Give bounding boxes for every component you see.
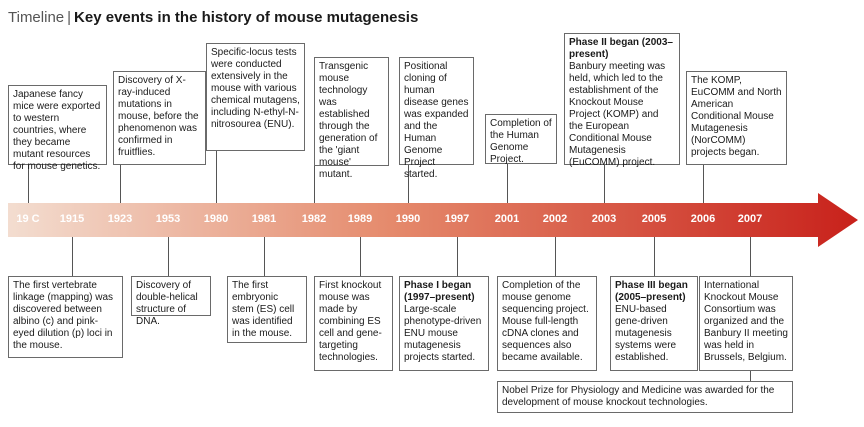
- event-text: Specific-locus tests were conducted extensively in the mouse with various chemical mutagens, including N-ethyl-N-nitrosourea (ENU).: [211, 47, 300, 130]
- event-1982: [314, 57, 389, 180]
- event-text: The first embryonic stem (ES) cell was identified in the mouse.: [232, 280, 295, 339]
- year-label: 2007: [737, 213, 763, 225]
- title-main: Key events in the history of mouse mutagenesis: [74, 9, 419, 26]
- year-label: 2001: [494, 213, 520, 225]
- event-19c: [8, 85, 107, 172]
- event-text: Completion of the Human Genome Project.: [490, 118, 552, 165]
- event-2001: [485, 114, 557, 164]
- connector-line: [360, 237, 361, 276]
- event-2007: [699, 276, 793, 371]
- event-2006: [686, 71, 787, 165]
- event-heading: Phase III began (2005–present): [615, 280, 688, 303]
- year-label: 1981: [251, 213, 277, 225]
- event-text: Japanese fancy mice were exported to western countries, where they became mutant resources for mouse genetics.: [13, 89, 101, 172]
- connector-line: [72, 237, 73, 276]
- year-label: 1997: [444, 213, 470, 225]
- year-label: 1990: [395, 213, 421, 225]
- event-1989: [314, 276, 393, 371]
- event-text: International Knockout Mouse Consortium was organized and the Banbury II meeting was held in Brussels, Belgium.: [704, 280, 788, 363]
- event-2003: [564, 33, 680, 168]
- year-label: 1980: [203, 213, 229, 225]
- event-heading: Phase II began (2003–present): [569, 37, 673, 60]
- event-2005: [610, 276, 698, 371]
- event-text: The KOMP, EuCOMM and North American Conditional Mouse Mutagenesis (NorCOMM) projects began.: [691, 75, 782, 158]
- timeline-arrow-shape: [8, 193, 858, 247]
- year-label: 1953: [155, 213, 181, 225]
- connector-line: [314, 166, 315, 203]
- event-text: Positional cloning of human disease genes was expanded and the Human Genome Project started.: [404, 61, 469, 180]
- event-text: Discovery of double-helical structure of DNA.: [136, 280, 198, 327]
- title-lead: Timeline: [8, 9, 65, 26]
- event-text: Transgenic mouse technology was established through the generation of the 'giant mouse' mutant.: [319, 61, 378, 180]
- connector-line: [457, 237, 458, 276]
- year-label: 19 C: [16, 213, 40, 225]
- event-text: First knockout mouse was made by combining ES cell and gene-targeting technologies.: [319, 280, 382, 363]
- event-2002: [497, 276, 597, 371]
- connector-line: [555, 237, 556, 276]
- event-text: ENU-based gene-driven mutagenesis systems were established.: [615, 304, 677, 363]
- connector-line: [703, 165, 704, 203]
- title-separator: |: [67, 9, 72, 26]
- event-1980: [206, 43, 305, 151]
- event-text: Large-scale phenotype-driven ENU mouse mutagenesis projects started.: [404, 304, 482, 363]
- year-label: 1923: [107, 213, 133, 225]
- year-label: 1915: [59, 213, 85, 225]
- event-text: Discovery of X-ray-induced mutations in mouse, before the phenomenon was confirmed in fruitflies.: [118, 75, 199, 158]
- connector-line: [654, 237, 655, 276]
- event-1997: [399, 276, 489, 371]
- event-1953: [131, 276, 211, 327]
- event-heading: Phase I began (1997–present): [404, 280, 475, 303]
- year-label: 2002: [542, 213, 568, 225]
- year-label: 2005: [641, 213, 667, 225]
- event-text: The first vertebrate linkage (mapping) was discovered between albino (c) and pink-eyed dilution (p) loci in the mouse.: [13, 280, 114, 351]
- year-label: 1989: [347, 213, 373, 225]
- connector-line: [507, 164, 508, 203]
- year-label: 1982: [301, 213, 327, 225]
- event-1923: [113, 71, 206, 165]
- event-1915: [8, 276, 123, 358]
- event-text: Completion of the mouse genome sequencing project. Mouse full-length cDNA clones and sequences also became available.: [502, 280, 589, 363]
- connector-line: [120, 165, 121, 203]
- connector-line: [604, 165, 605, 203]
- event-1990: [399, 57, 474, 180]
- year-label: 2003: [591, 213, 617, 225]
- connector-line: [168, 237, 169, 276]
- event-1981: [227, 276, 307, 343]
- event-2007-nobel: [497, 381, 793, 413]
- event-text: Banbury meeting was held, which led to the establishment of the Knockout Mouse Project (KOMP) and the European Conditional Mouse Mutagenesis (EuCOMM) project.: [569, 61, 666, 168]
- connector-line: [216, 151, 217, 203]
- connector-line: [264, 237, 265, 276]
- connector-line: [750, 237, 751, 276]
- event-text: Nobel Prize for Physiology and Medicine was awarded for the development of mouse knockout technologies.: [502, 385, 775, 408]
- year-label: 2006: [690, 213, 716, 225]
- connector-line: [750, 371, 751, 381]
